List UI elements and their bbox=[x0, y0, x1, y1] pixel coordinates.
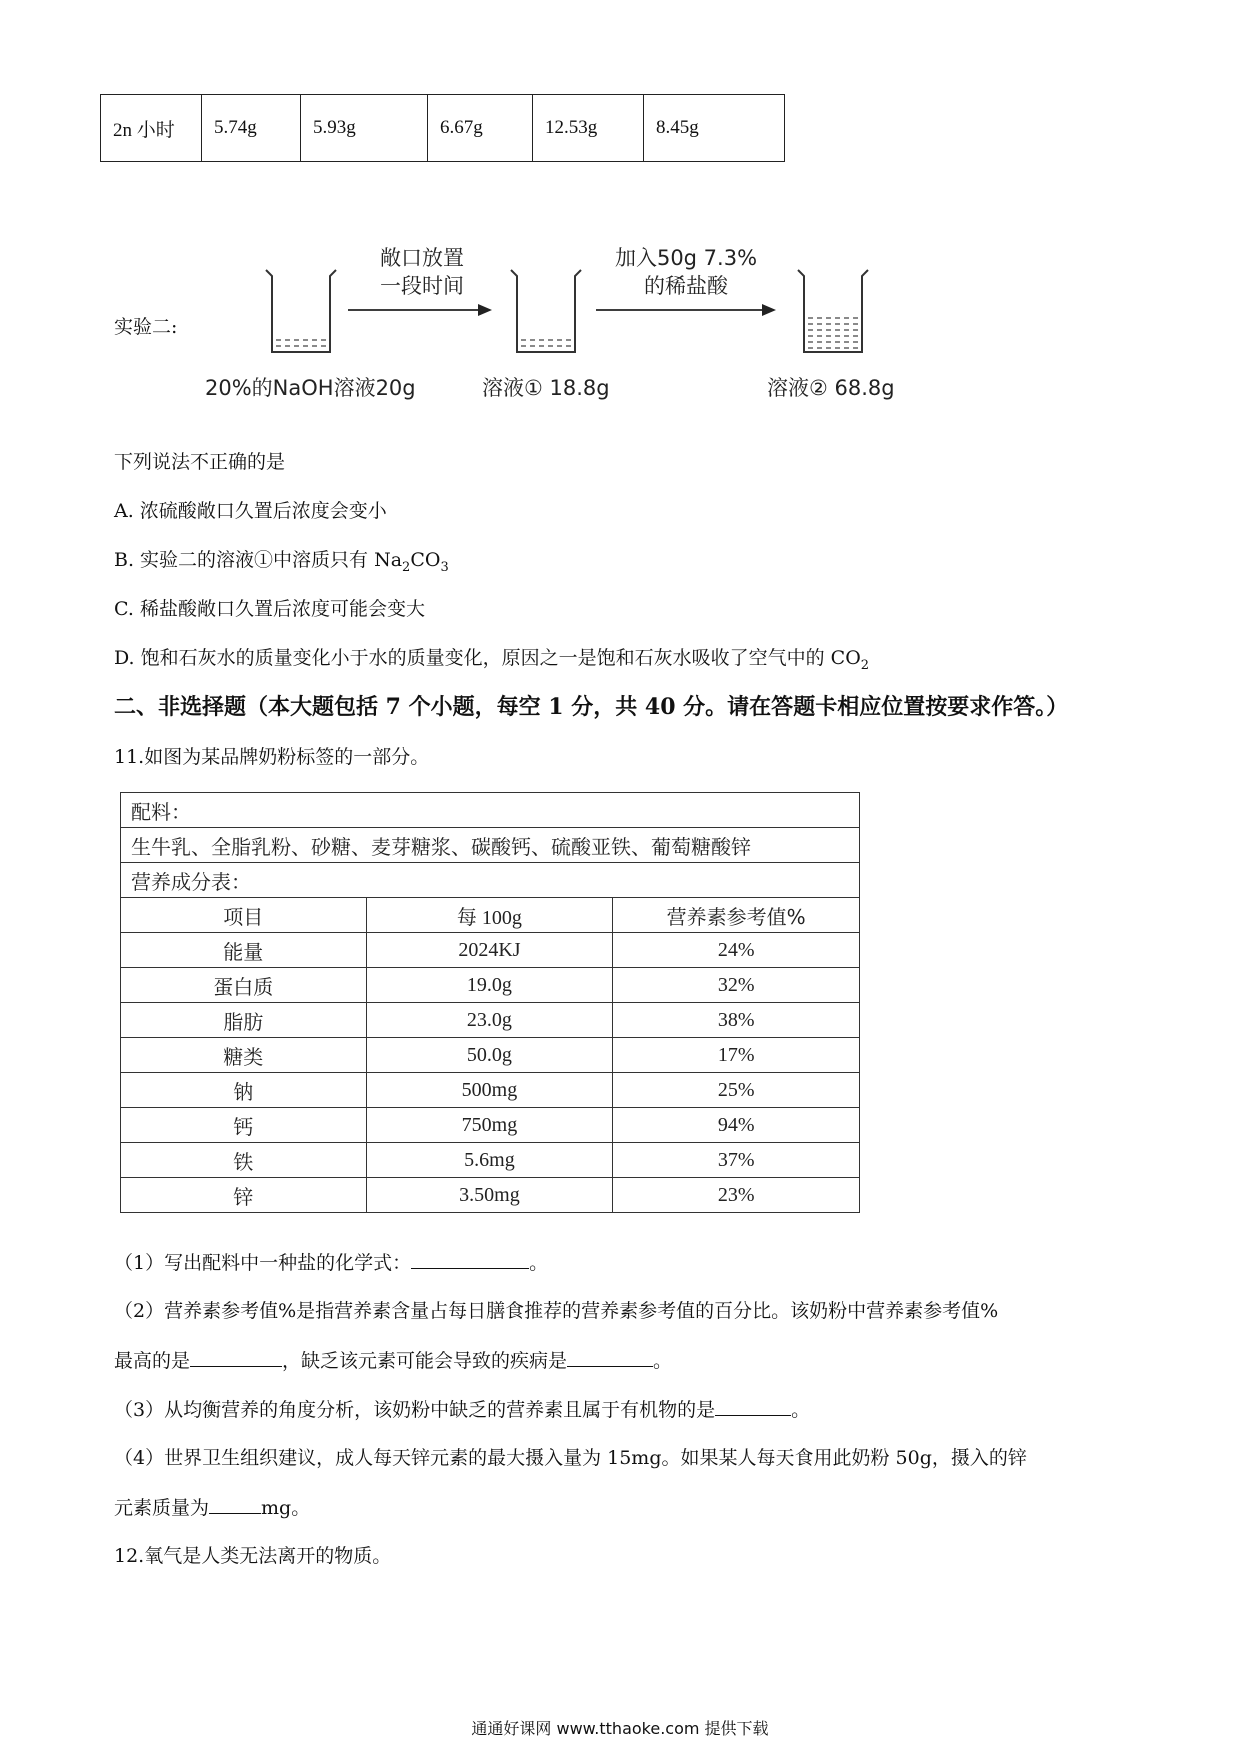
table-cell: 94% bbox=[613, 1108, 860, 1143]
question-text: 。 bbox=[653, 1350, 673, 1372]
table-cell: 糖类 bbox=[121, 1038, 367, 1073]
option-a: A. 浓硫酸敞口久置后浓度会变小 bbox=[114, 500, 387, 522]
table-cell: 24% bbox=[613, 933, 860, 968]
table-row bbox=[121, 1073, 860, 1108]
nutrition-label-table bbox=[120, 792, 860, 1213]
question-text: （1）写出配料中一种盐的化学式： bbox=[114, 1252, 412, 1274]
arrow2-caption bbox=[606, 244, 766, 300]
option-b bbox=[114, 548, 449, 580]
question-text: 。 bbox=[791, 1399, 811, 1421]
question-11-2-line1: （2）营养素参考值%是指营养素含量占每日膳食推荐的营养素参考值的百分比。该奶粉中营养素参考值% bbox=[114, 1300, 999, 1322]
question-text: 元素质量为 bbox=[114, 1497, 210, 1519]
question-11-4-line1: （4）世界卫生组织建议，成人每天锌元素的最大摄入量为 15mg。如果某人每天食用此奶粉 50g，摄入的锌 bbox=[114, 1447, 1027, 1469]
table-cell: 5.74g bbox=[202, 95, 301, 162]
beaker-icon-3 bbox=[792, 268, 874, 356]
question-stem: 下列说法不正确的是 bbox=[114, 451, 286, 473]
question-text: 最高的是 bbox=[114, 1350, 191, 1372]
table-row bbox=[121, 1143, 860, 1178]
table-cell: 6.67g bbox=[428, 95, 533, 162]
option-d bbox=[114, 646, 869, 678]
question-11-2-line2 bbox=[114, 1348, 672, 1373]
table-cell: 32% bbox=[613, 968, 860, 1003]
question-11-4-line2 bbox=[114, 1495, 310, 1520]
question-12: 12.氧气是人类无法离开的物质。 bbox=[114, 1545, 392, 1567]
table-row bbox=[121, 1038, 860, 1073]
option-b-subscript: 3 bbox=[440, 559, 449, 575]
question-11: 11.如图为某品牌奶粉标签的一部分。 bbox=[114, 746, 430, 768]
answer-blank[interactable] bbox=[411, 1250, 529, 1269]
experiment2-label: 实验二: bbox=[114, 316, 178, 338]
arrow2-caption-line: 的稀盐酸 bbox=[644, 274, 728, 298]
beaker-icon-2 bbox=[505, 268, 587, 356]
beaker2-caption: 溶液① 18.8g bbox=[482, 376, 610, 400]
table-cell: 50.0g bbox=[366, 1038, 613, 1073]
table-cell: 38% bbox=[613, 1003, 860, 1038]
table-cell: 2024KJ bbox=[366, 933, 613, 968]
table-cell: 蛋白质 bbox=[121, 968, 367, 1003]
table-row bbox=[121, 933, 860, 968]
table-cell: 锌 bbox=[121, 1178, 367, 1213]
option-b-subscript: 2 bbox=[402, 559, 411, 575]
nutrition-title: 营养成分表： bbox=[121, 863, 860, 898]
column-header: 每 100g bbox=[366, 898, 613, 933]
table-cell: 12.53g bbox=[533, 95, 644, 162]
arrow-icon-2 bbox=[594, 302, 778, 318]
question-text: （3）从均衡营养的角度分析，该奶粉中缺乏的营养素且属于有机物的是 bbox=[114, 1399, 716, 1421]
beaker1-caption: 20%的NaOH溶液20g bbox=[205, 376, 416, 400]
ingredients-title: 配料： bbox=[121, 793, 860, 828]
table-row bbox=[101, 95, 785, 162]
option-d-text: D. 饱和石灰水的质量变化小于水的质量变化，原因之一是饱和石灰水吸收了空气中的 CO bbox=[114, 647, 861, 669]
table-cell: 铁 bbox=[121, 1143, 367, 1178]
arrow-icon-1 bbox=[346, 302, 494, 318]
answer-blank[interactable] bbox=[715, 1397, 791, 1416]
table-cell: 25% bbox=[613, 1073, 860, 1108]
table-cell: 8.45g bbox=[644, 95, 785, 162]
table-cell: 钙 bbox=[121, 1108, 367, 1143]
top-data-table bbox=[100, 94, 785, 162]
column-header: 项目 bbox=[121, 898, 367, 933]
question-text: mg。 bbox=[261, 1497, 311, 1519]
table-cell: 17% bbox=[613, 1038, 860, 1073]
option-d-subscript: 2 bbox=[860, 657, 870, 673]
table-row bbox=[121, 863, 860, 898]
table-cell: 5.93g bbox=[301, 95, 428, 162]
table-cell: 钠 bbox=[121, 1073, 367, 1108]
question-11-3 bbox=[114, 1397, 810, 1422]
table-cell: 23.0g bbox=[366, 1003, 613, 1038]
table-cell: 能量 bbox=[121, 933, 367, 968]
answer-blank[interactable] bbox=[209, 1495, 261, 1514]
answer-blank[interactable] bbox=[567, 1348, 653, 1367]
table-row bbox=[121, 1003, 860, 1038]
section-heading: 二、非选择题（本大题包括 7 个小题，每空 1 分，共 40 分。请在答题卡相应位置按要求作答。） bbox=[114, 694, 1069, 720]
table-cell: 750mg bbox=[366, 1108, 613, 1143]
beaker3-caption: 溶液② 68.8g bbox=[767, 376, 895, 400]
table-cell: 37% bbox=[613, 1143, 860, 1178]
arrow1-caption bbox=[372, 244, 472, 300]
table-row bbox=[121, 1108, 860, 1143]
table-cell: 19.0g bbox=[366, 968, 613, 1003]
table-row bbox=[121, 968, 860, 1003]
page-footer[interactable]: 通通好课网 www.tthaoke.com 提供下载 bbox=[471, 1719, 769, 1738]
ingredients-list: 生牛乳、全脂乳粉、砂糖、麦芽糖浆、碳酸钙、硫酸亚铁、葡萄糖酸锌 bbox=[121, 828, 860, 863]
table-row bbox=[121, 828, 860, 863]
option-b-text: B. 实验二的溶液①中溶质只有 Na bbox=[114, 549, 403, 571]
table-cell: 23% bbox=[613, 1178, 860, 1213]
column-header: 营养素参考值% bbox=[613, 898, 860, 933]
table-row bbox=[121, 1178, 860, 1213]
question-text: 。 bbox=[529, 1252, 549, 1274]
table-header-row bbox=[121, 898, 860, 933]
table-row bbox=[121, 793, 860, 828]
table-cell: 2n 小时 bbox=[101, 95, 202, 162]
arrow1-caption-line: 敞口放置 bbox=[380, 246, 464, 270]
table-cell: 5.6mg bbox=[366, 1143, 613, 1178]
table-cell: 3.50mg bbox=[366, 1178, 613, 1213]
option-b-text: CO bbox=[410, 549, 441, 571]
table-cell: 脂肪 bbox=[121, 1003, 367, 1038]
question-text: ，缺乏该元素可能会导致的疾病是 bbox=[282, 1350, 568, 1372]
question-11-1 bbox=[114, 1250, 548, 1275]
option-c: C. 稀盐酸敞口久置后浓度可能会变大 bbox=[114, 598, 425, 620]
arrow1-caption-line: 一段时间 bbox=[380, 274, 464, 298]
answer-blank[interactable] bbox=[190, 1348, 282, 1367]
table-cell: 500mg bbox=[366, 1073, 613, 1108]
arrow2-caption-line: 加入50g 7.3% bbox=[614, 246, 758, 270]
beaker-icon-1 bbox=[260, 268, 342, 356]
